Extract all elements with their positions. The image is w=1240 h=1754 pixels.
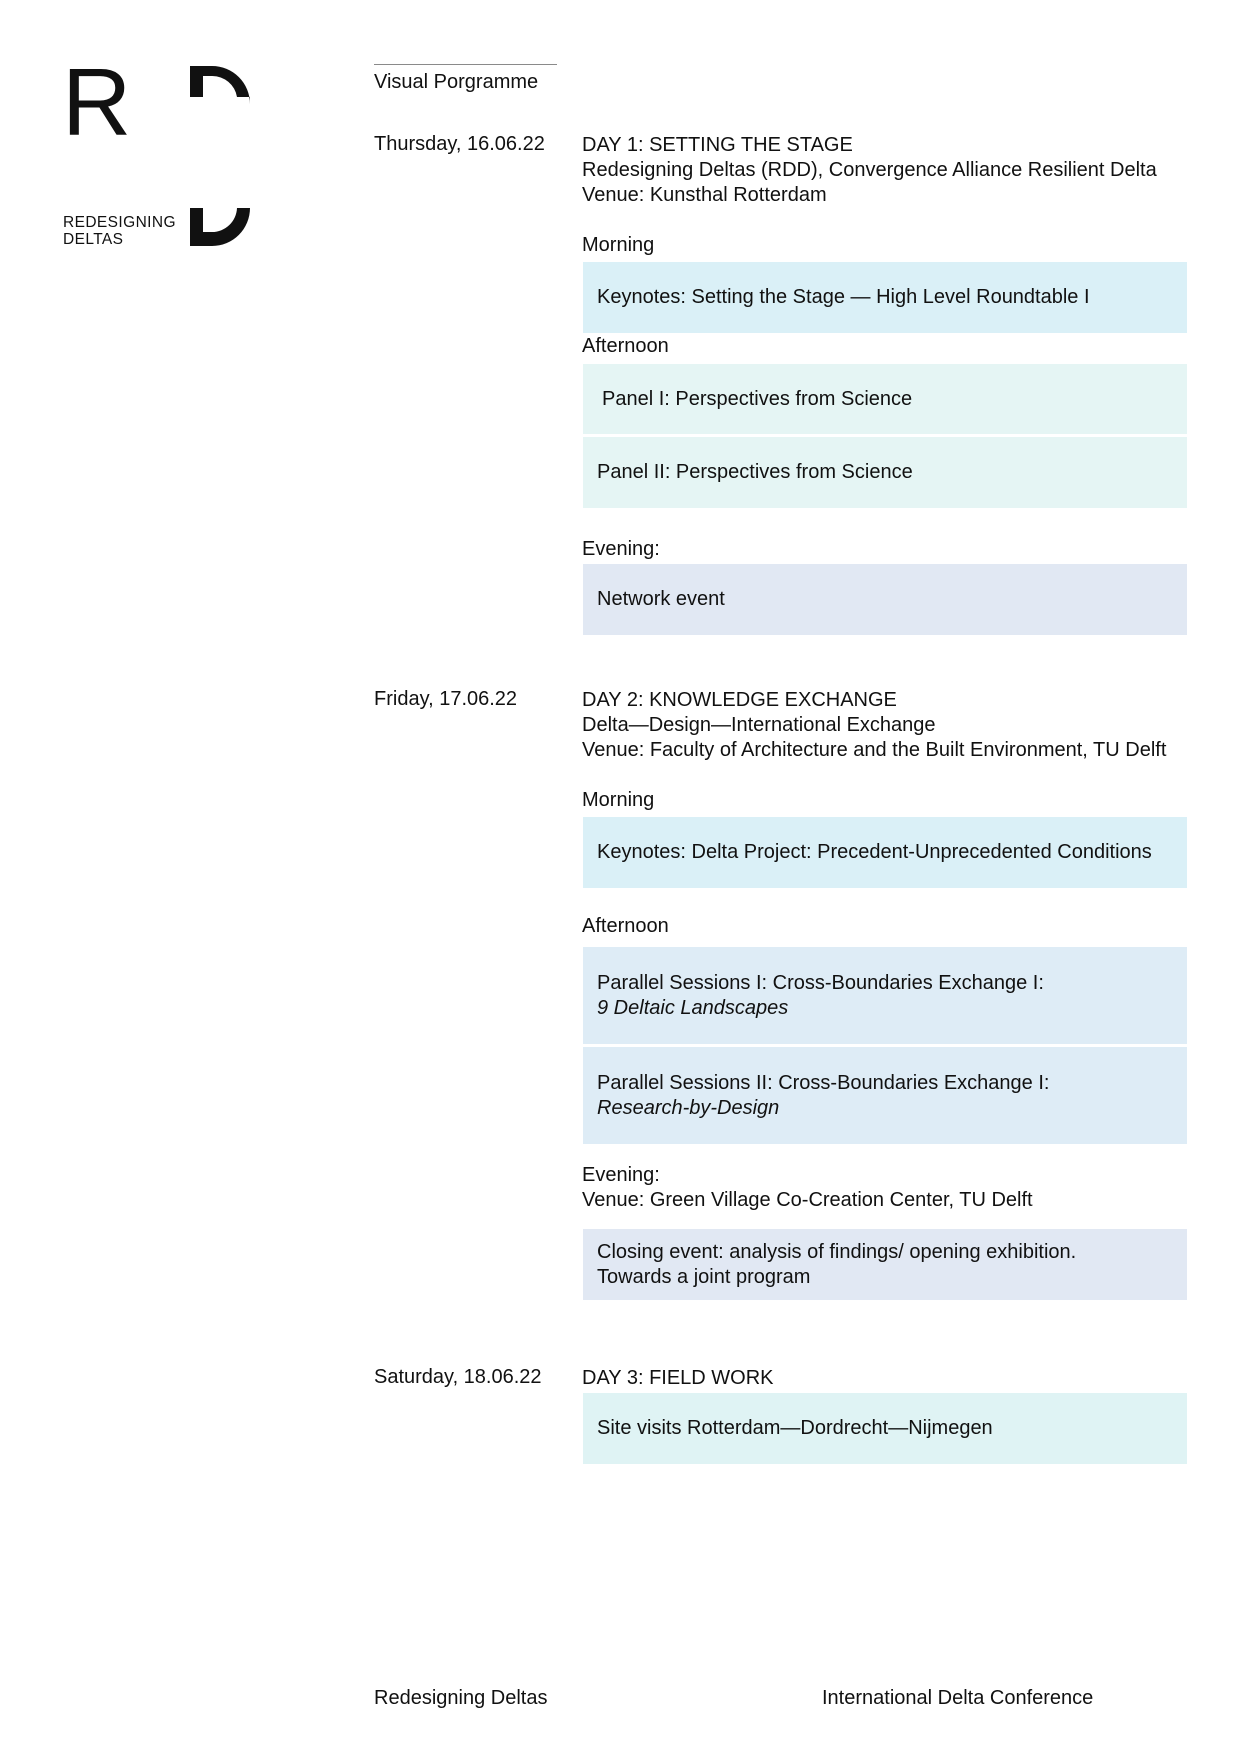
day2-evening-venue: Venue: Green Village Co-Creation Center, TU Delft bbox=[582, 1189, 1033, 1211]
session-title: Parallel Sessions II: Cross-Boundaries Exchange I: bbox=[597, 1071, 1050, 1094]
section-title: Visual Porgramme bbox=[374, 64, 557, 94]
day1-keynote-session bbox=[583, 262, 1187, 333]
session-title: Panel II: Perspectives from Science bbox=[597, 461, 913, 483]
day2-morning-label: Morning bbox=[582, 789, 655, 811]
day3-date: Saturday, 18.06.22 bbox=[374, 1366, 542, 1388]
day2-keynote-session bbox=[583, 817, 1187, 888]
logo-text-line2: DELTAS bbox=[63, 231, 124, 248]
day1-panel2-session bbox=[583, 437, 1187, 508]
logo-d-bottom-shape bbox=[190, 208, 250, 246]
day1-heading-organizers: Redesigning Deltas (RDD), Convergence Alliance Resilient Delta bbox=[582, 159, 1157, 181]
day2-closing-event bbox=[583, 1229, 1187, 1300]
day2-evening-label bbox=[582, 1163, 1033, 1213]
day1-heading-venue: Venue: Kunsthal Rotterdam bbox=[582, 184, 827, 206]
session-title: Parallel Sessions I: Cross-Boundaries Exchange I: bbox=[597, 971, 1044, 994]
day2-date: Friday, 17.06.22 bbox=[374, 688, 518, 710]
logo-wordmark bbox=[63, 214, 176, 248]
logo-letter-r: R bbox=[62, 62, 132, 156]
day3-heading bbox=[582, 1366, 774, 1391]
footer-right: International Delta Conference bbox=[822, 1687, 1094, 1709]
footer-left: Redesigning Deltas bbox=[374, 1687, 548, 1709]
day3-heading-title: DAY 3: FIELD WORK bbox=[582, 1367, 774, 1389]
day1-date: Thursday, 16.06.22 bbox=[374, 133, 545, 155]
day2-heading-venue: Venue: Faculty of Architecture and the Built Environment, TU Delft bbox=[582, 739, 1167, 761]
session-title: Keynotes: Setting the Stage — High Level Roundtable I bbox=[597, 286, 1090, 308]
day1-evening-label: Evening: bbox=[582, 538, 660, 560]
day1-panel1-session bbox=[583, 364, 1187, 434]
day1-heading-title: DAY 1: SETTING THE STAGE bbox=[582, 134, 853, 156]
session-title: Keynotes: Delta Project: Precedent-Unprecedented Conditions bbox=[597, 841, 1152, 863]
session-title: Site visits Rotterdam—Dordrecht—Nijmegen bbox=[597, 1417, 993, 1439]
logo-d-top-shape bbox=[190, 66, 250, 104]
session-title: Network event bbox=[597, 588, 725, 610]
day2-afternoon-label: Afternoon bbox=[582, 915, 669, 937]
session-subtitle: Research-by-Design bbox=[597, 1096, 780, 1119]
session-subtitle: 9 Deltaic Landscapes bbox=[597, 996, 789, 1019]
day1-network-event bbox=[583, 564, 1187, 635]
day2-heading-subtitle: Delta—Design—International Exchange bbox=[582, 714, 936, 736]
session-title-line1: Closing event: analysis of findings/ opening exhibition. bbox=[597, 1240, 1077, 1263]
session-title-line2: Towards a joint program bbox=[597, 1265, 811, 1288]
day2-evening-title: Evening: bbox=[582, 1164, 660, 1186]
day2-heading-title: DAY 2: KNOWLEDGE EXCHANGE bbox=[582, 689, 897, 711]
day3-site-visits bbox=[583, 1393, 1187, 1464]
day2-heading bbox=[582, 688, 1166, 763]
day2-parallel-session-2 bbox=[583, 1047, 1187, 1144]
day2-parallel-session-1 bbox=[583, 947, 1187, 1044]
day1-heading bbox=[582, 133, 1157, 208]
day1-afternoon-label: Afternoon bbox=[582, 335, 669, 357]
day1-morning-label: Morning bbox=[582, 234, 655, 256]
logo-text-line1: REDESIGNING bbox=[63, 214, 176, 231]
session-title: Panel I: Perspectives from Science bbox=[602, 387, 913, 410]
